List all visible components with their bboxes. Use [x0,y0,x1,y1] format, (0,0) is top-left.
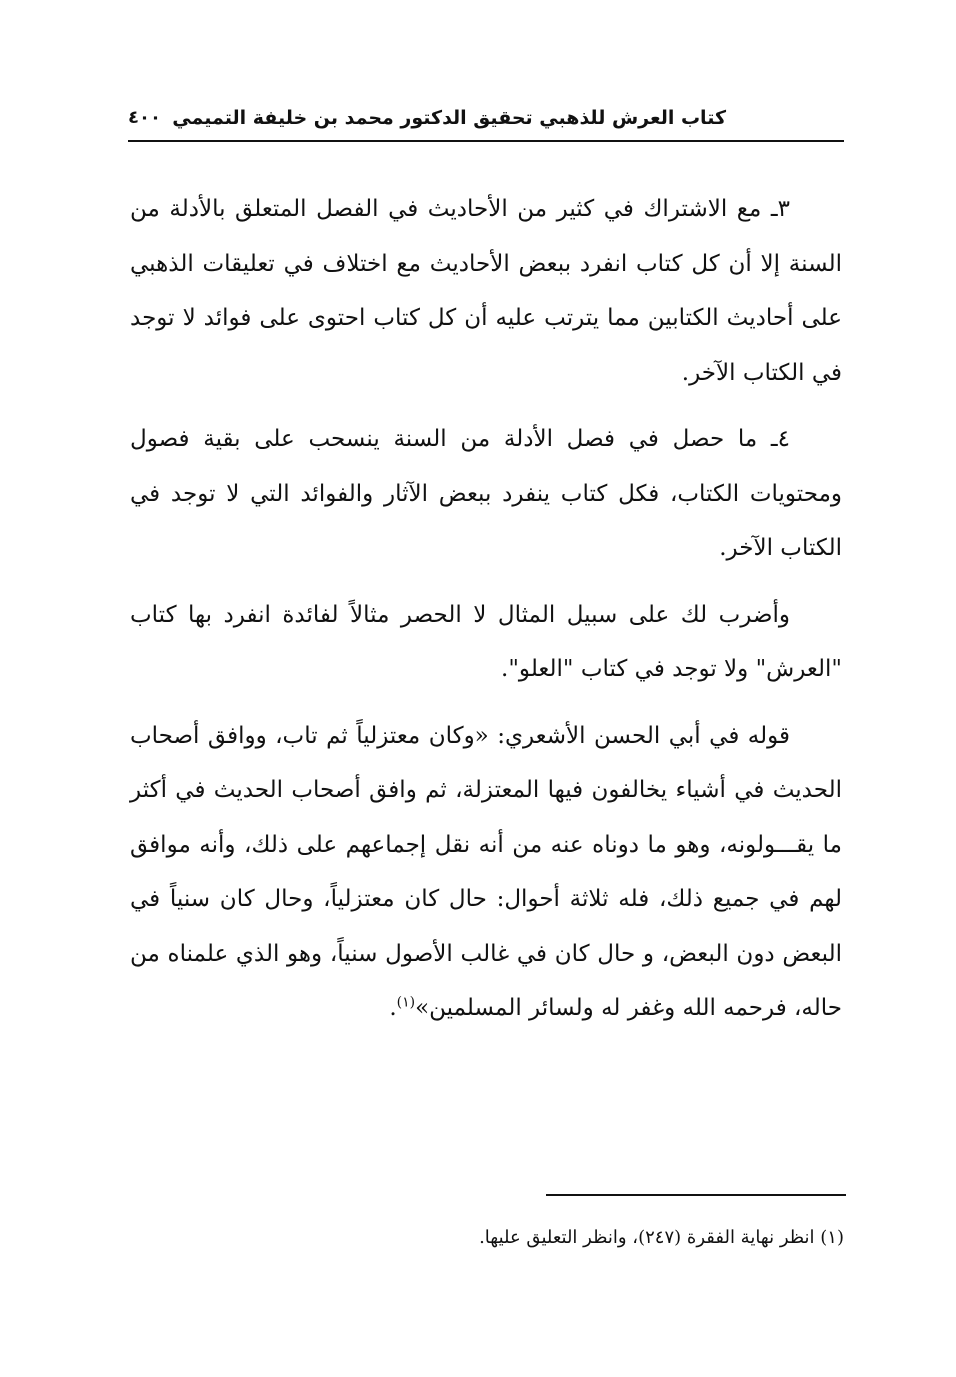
paragraph-4: ٤ـ ما حصل في فصل الأدلة من السنة ينسحب على بقية فصول ومحتويات الكتاب، فكل كتاب ينفرد ببعض الآثار والفوائد التي لا توجد في الكتاب الآخر. [130,426,842,561]
paragraph-example-intro: وأضرب لك على سبيل المثال لا الحصر مثالاً لفائدة انفرد بها كتاب "العرش" ولا توجد في كتاب "العلو". [130,601,842,682]
quote-text: قوله في أبي الحسن الأشعري: «وكان معتزلياً ثم تاب، ووافق أصحاب الحديث في أشياء يخالفون فيها المعتزلة، ثم وافق أصحاب الحديث في أكثر ما يقـــولونه، وهو ما دوناه عنه من أنه نقل إجماعهم على ذلك، وأنه موافق لهم في جميع ذلك، فله ثلاثة أحوال: حال كان معتزلياً، وحال كان سنياً في البعض دون البعض، و حال كان في غالب الأصول سنياً، وهو الذي علمناه من حاله، فرحمه الله وغفر له ولسائر المسلمين» [130,722,842,1021]
header-title: كتاب العرش للذهبي تحقيق الدكتور محمد بن خليفة التميمي [172,107,726,129]
body-text [130,182,842,1048]
paragraph-quote [130,709,842,1036]
footnote-divider [546,1194,846,1196]
footnote-reference[interactable]: (١) [396,994,416,1011]
paragraph-3: ٣ـ مع الاشتراك في كثير من الأحاديث في الفصل المتعلق بالأدلة من السنة إلا أن كل كتاب انفرد ببعض الأحاديث مع اختلاف في تعليقات الذهبي على أحاديث الكتابين مما يترتب عليه أن كل كتاب احتوى على فوائد لا توجد في الكتاب الآخر. [130,196,842,386]
quote-end-period: . [389,995,397,1021]
page-number: ٤٠٠ [128,107,161,128]
footnote: (١) انظر نهاية الفقرة (٢٤٧)، وانظر التعليق عليها. [479,1227,844,1248]
page-header [128,96,844,142]
